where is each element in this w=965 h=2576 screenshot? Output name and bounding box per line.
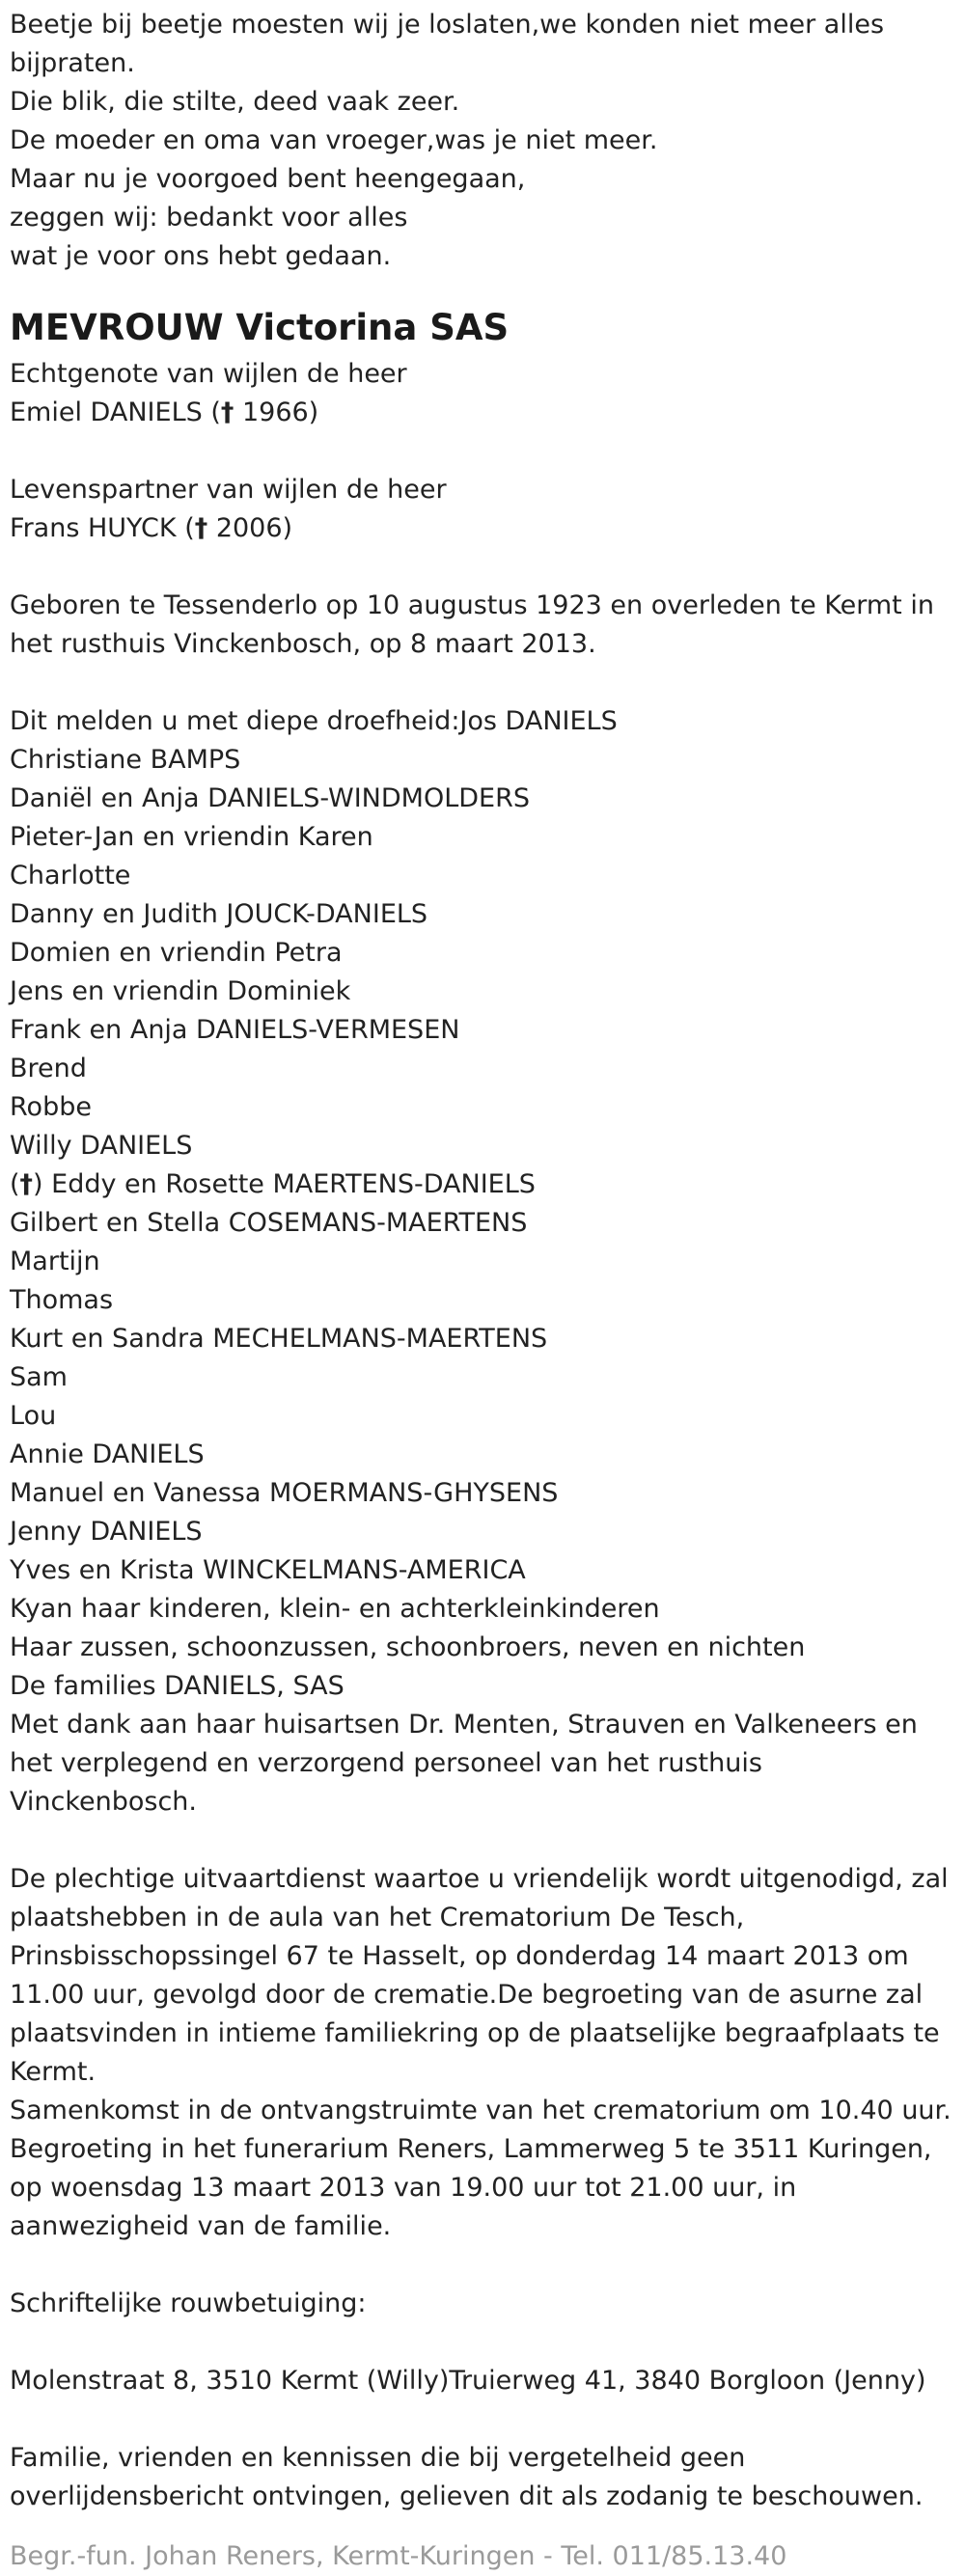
partner-intro: Levenspartner van wijlen de heer: [10, 475, 447, 505]
mourner: Frank en Anja DANIELS-VERMESEN: [10, 1015, 460, 1045]
spacer: [10, 548, 955, 587]
mourner: Gilbert en Stella COSEMANS-MAERTENS: [10, 1208, 528, 1238]
mourner: Manuel en Vanessa MOERMANS-GHYSENS: [10, 1478, 559, 1508]
partner-year: 2006): [207, 513, 293, 543]
condolences-label: Schriftelijke rouwbetuiging:: [10, 2288, 367, 2318]
ceremony-info: [10, 1860, 955, 2246]
closing-note: Familie, vrienden en kennissen die bij vergetelheid geen overlijdensbericht ontvingen, gelieven dit als zodanig te beschouwen.: [10, 2443, 924, 2511]
spacer: [10, 664, 955, 702]
funeral-home-footer: Begr.-fun. Johan Reners, Kermt-Kuringen - Tel. 011/85.13.40: [10, 2541, 787, 2571]
birth-death-text: Geboren te Tessenderlo op 10 augustus 1923 en overleden te Kermt in het rusthuis Vinckenbosch, op 8 maart 2013.: [10, 590, 934, 659]
poem-line: Die blik, die stilte, deed vaak zeer.: [10, 87, 460, 117]
spacer: [10, 2246, 955, 2285]
poem: [10, 0, 955, 276]
spouse-intro: Echtgenote van wijlen de heer: [10, 359, 407, 389]
mourner-eddy: [10, 1165, 955, 1204]
poem-line: Beetje bij beetje moesten wij je loslaten,we konden niet meer alles: [10, 10, 885, 40]
gathering-text: Samenkomst in de ontvangstruimte van het crematorium om 10.40 uur.: [10, 2096, 951, 2125]
spacer: [10, 432, 955, 471]
paren-open: (: [10, 1169, 20, 1199]
mourner: Daniël en Anja DANIELS-WINDMOLDERS: [10, 783, 530, 813]
mourner: Haar zussen, schoonzussen, schoonbroers, neven en nichten: [10, 1632, 806, 1662]
mourner: De families DANIELS, SAS: [10, 1671, 345, 1701]
mourner: Robbe: [10, 1092, 92, 1122]
service-text: De plechtige uitvaartdienst waartoe u vriendelijk wordt uitgenodigd, zal plaatshebben in de aula van het Crematorium De Tesch, Prinsbisschopssingel 67 te Hasselt, op donderdag 14 maart 2013 om 11.00 uur, gevolgd door de crematie.De begroeting van de asurne zal plaatsvinden in intieme familiekring op de plaatselijke begraafplaats te Kermt.: [10, 1864, 949, 2087]
deceased-name: MEVROUW Victorina SAS: [10, 307, 510, 348]
mourner: Christiane BAMPS: [10, 745, 241, 775]
mourner: Danny en Judith JOUCK-DANIELS: [10, 899, 428, 929]
partner-name: Frans HUYCK (: [10, 513, 195, 543]
cross-icon: †: [220, 397, 234, 427]
mourner: Willy DANIELS: [10, 1131, 193, 1161]
poem-line: Maar nu je voorgoed bent heengegaan,: [10, 164, 526, 194]
spacer: [10, 2400, 955, 2439]
partner-line: [10, 509, 955, 548]
poem-line: De moeder en oma van vroeger,was je niet meer.: [10, 125, 658, 155]
spouse-year: 1966): [234, 397, 319, 427]
poem-line: wat je voor ons hebt gedaan.: [10, 241, 392, 271]
mourner: Kurt en Sandra MECHELMANS-MAERTENS: [10, 1324, 548, 1354]
thanks-text: Met dank aan haar huisartsen Dr. Menten, Strauven en Valkeneers en het verplegend en verzorgend personeel van het rusthuis Vinckenbosch.: [10, 1710, 918, 1817]
mourner: Pieter-Jan en vriendin Karen: [10, 822, 373, 852]
spouse-line: [10, 394, 955, 432]
mourner-eddy-name: ) Eddy en Rosette MAERTENS-DANIELS: [33, 1169, 536, 1199]
mourner: Jens en vriendin Dominiek: [10, 976, 351, 1006]
mourner: Jenny DANIELS: [10, 1517, 203, 1547]
mourner: Sam: [10, 1362, 68, 1392]
mourner: Martijn: [10, 1247, 100, 1276]
greeting-text: Begroeting in het funerarium Reners, Lammerweg 5 te 3511 Kuringen, op woensdag 13 maart 2013 van 19.00 uur tot 21.00 uur, in aanwezigheid van de familie.: [10, 2134, 932, 2241]
mourner: Thomas: [10, 1285, 114, 1315]
spouse-name: Emiel DANIELS (: [10, 397, 221, 427]
mourner: Yves en Krista WINCKELMANS-AMERICA: [10, 1555, 526, 1585]
mourners-list: [10, 702, 955, 1822]
mourner: Annie DANIELS: [10, 1439, 205, 1469]
mourner: Charlotte: [10, 861, 131, 891]
condolences-addresses: Molenstraat 8, 3510 Kermt (Willy)Truierweg 41, 3840 Borgloon (Jenny): [10, 2366, 926, 2396]
cross-icon: †: [194, 513, 208, 543]
spacer: [10, 2323, 955, 2362]
poem-line: zeggen wij: bedankt voor alles: [10, 203, 408, 233]
spacer: [10, 1822, 955, 1860]
mourners-intro: Dit melden u met diepe droefheid:Jos DANIELS: [10, 706, 618, 736]
mourner: Domien en vriendin Petra: [10, 938, 343, 968]
mourner: Lou: [10, 1401, 57, 1431]
poem-line: bijpraten.: [10, 48, 135, 78]
mourner: Brend: [10, 1054, 87, 1083]
cross-icon: †: [19, 1169, 34, 1199]
mourner: Kyan haar kinderen, klein- en achterkleinkinderen: [10, 1594, 660, 1624]
